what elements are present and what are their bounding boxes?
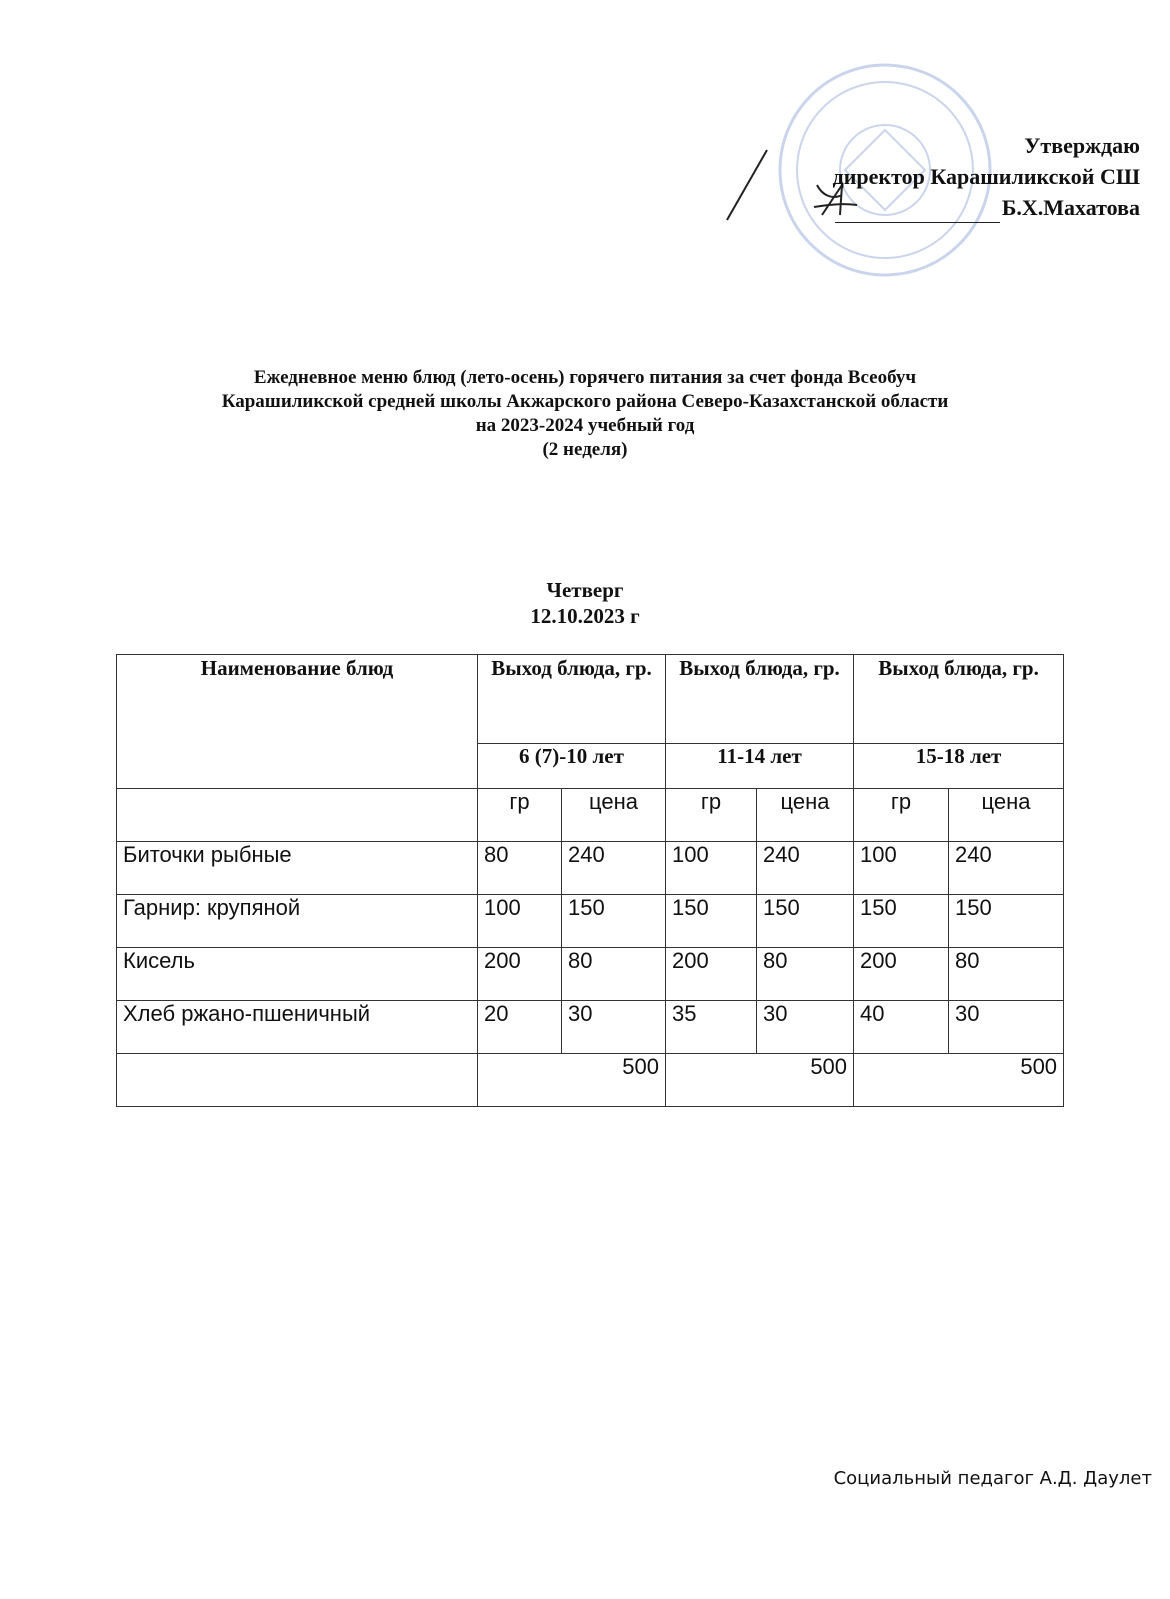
cell-value: 100	[854, 842, 949, 895]
cell-value: 150	[854, 895, 949, 948]
dish-name: Кисель	[117, 948, 478, 1001]
cell-value: 150	[562, 895, 666, 948]
cell-value: 100	[666, 842, 757, 895]
cell-value: 30	[949, 1001, 1064, 1054]
cell-value: 150	[757, 895, 854, 948]
table-row	[117, 948, 1064, 1001]
day-heading	[0, 577, 1170, 629]
cell-value: 80	[478, 842, 562, 895]
header-dish-name: Наименование блюд	[117, 655, 478, 789]
approval-title: Утверждаю	[1024, 133, 1140, 158]
table-row	[117, 895, 1064, 948]
cell-value: 150	[949, 895, 1064, 948]
menu-date: 12.10.2023 г	[530, 604, 640, 628]
totals-row	[117, 1054, 1064, 1107]
dish-name: Хлеб ржано-пшеничный	[117, 1001, 478, 1054]
subheader-gr: гр	[666, 789, 757, 842]
weekday: Четверг	[546, 578, 624, 602]
dish-name: Биточки рыбные	[117, 842, 478, 895]
cell-value: 240	[949, 842, 1064, 895]
cell-value: 240	[562, 842, 666, 895]
footer-signature: Социальный педагог А.Д. Даулет	[833, 1468, 1152, 1489]
title-line-2: Карашиликской средней школы Акжарского района Северо-Казахстанской области	[221, 391, 949, 412]
menu-table	[116, 654, 1064, 1107]
dish-name: Гарнир: крупяной	[117, 895, 478, 948]
cell-value: 30	[757, 1001, 854, 1054]
age-group-2: 11-14 лет	[666, 744, 854, 789]
subheader-empty	[117, 789, 478, 842]
subheader-gr: гр	[478, 789, 562, 842]
totals-empty	[117, 1054, 478, 1107]
header-output-3: Выход блюда, гр.	[854, 655, 1064, 744]
age-group-1: 6 (7)-10 лет	[478, 744, 666, 789]
subheader-price: цена	[562, 789, 666, 842]
cell-value: 200	[478, 948, 562, 1001]
subheader-price: цена	[949, 789, 1064, 842]
approval-signature-line	[833, 192, 1140, 223]
title-line-4: (2 неделя)	[542, 439, 628, 460]
subheader-gr: гр	[854, 789, 949, 842]
table-row	[117, 1001, 1064, 1054]
cell-value: 30	[562, 1001, 666, 1054]
header-row	[117, 655, 1064, 744]
cell-value: 240	[757, 842, 854, 895]
cell-value: 80	[757, 948, 854, 1001]
total-2: 500	[666, 1054, 854, 1107]
approval-block	[833, 130, 1140, 223]
director-name: Б.Х.Махатова	[1001, 195, 1140, 220]
cell-value: 200	[854, 948, 949, 1001]
cell-value: 20	[478, 1001, 562, 1054]
cell-value: 100	[478, 895, 562, 948]
age-group-3: 15-18 лет	[854, 744, 1064, 789]
subheader-price: цена	[757, 789, 854, 842]
cell-value: 150	[666, 895, 757, 948]
cell-value: 200	[666, 948, 757, 1001]
cell-value: 40	[854, 1001, 949, 1054]
approval-position: директор Карашиликской СШ	[832, 164, 1140, 189]
total-3: 500	[854, 1054, 1064, 1107]
signature-underline	[835, 202, 1000, 223]
header-output-1: Выход блюда, гр.	[478, 655, 666, 744]
cell-value: 80	[562, 948, 666, 1001]
title-line-1: Ежедневное меню блюд (лето-осень) горячего питания за счет фонда Всеобуч	[253, 367, 917, 388]
title-line-3: на 2023-2024 учебный год	[475, 415, 695, 436]
header-output-2: Выход блюда, гр.	[666, 655, 854, 744]
cell-value: 35	[666, 1001, 757, 1054]
subheader-row	[117, 789, 1064, 842]
menu-title	[0, 366, 1170, 462]
total-1: 500	[478, 1054, 666, 1107]
table-row	[117, 842, 1064, 895]
cell-value: 80	[949, 948, 1064, 1001]
